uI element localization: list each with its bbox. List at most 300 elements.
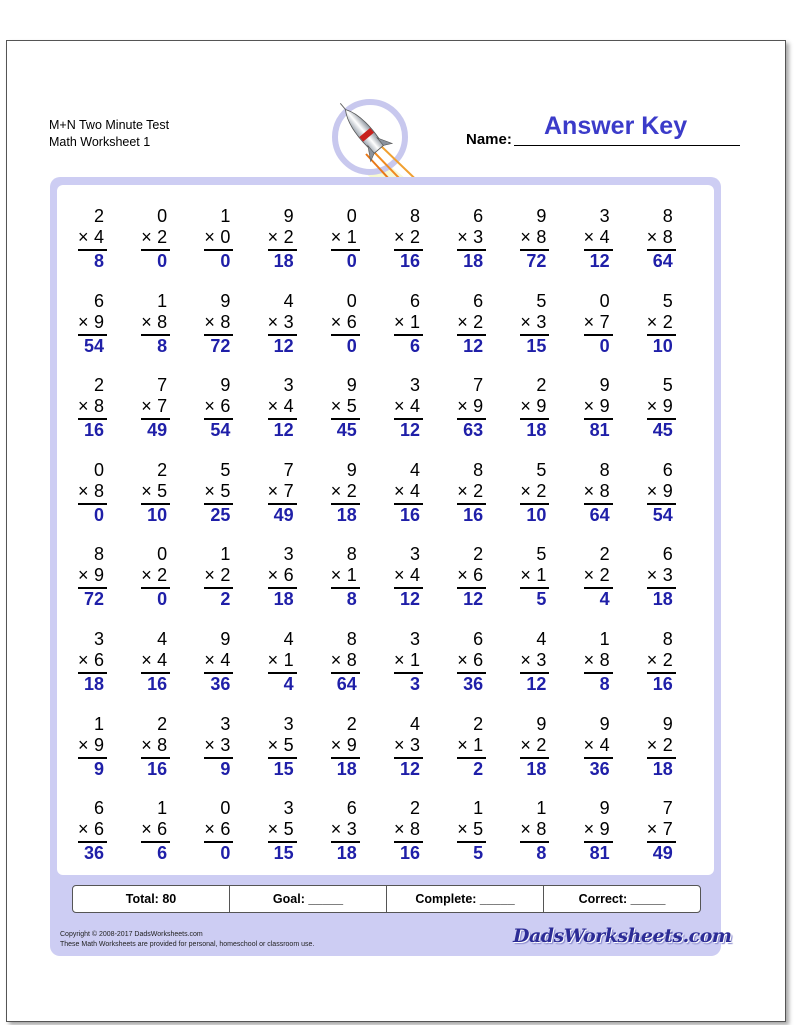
name-label: Name:: [466, 131, 512, 148]
multiplier: 1: [283, 650, 294, 670]
name-field: [466, 112, 740, 148]
multiplicand: 8: [473, 459, 484, 480]
multiplier: 2: [536, 480, 547, 501]
multiplier: 2: [157, 227, 168, 247]
answer: 9: [93, 758, 104, 779]
multiply-sign: ×: [78, 396, 89, 417]
multiplicand: 2: [473, 713, 484, 734]
problem: [504, 541, 556, 621]
multiply-sign: ×: [330, 734, 342, 755]
multiplier: 4: [409, 396, 420, 417]
multiplicand: 1: [220, 206, 231, 226]
multiplicand: 9: [599, 798, 610, 819]
answer: 18: [652, 589, 673, 610]
answer: 2: [473, 758, 484, 779]
problem: [315, 541, 367, 621]
multiplier: 8: [93, 396, 104, 417]
multiplicand: 1: [536, 798, 547, 819]
multiplicand: 2: [473, 544, 484, 565]
multiply-sign: ×: [520, 734, 531, 755]
problem-row: [62, 372, 702, 452]
multiplicand: 1: [157, 798, 168, 819]
multiplicand: 9: [346, 375, 357, 396]
multiplicand: 1: [157, 290, 168, 311]
multiplicand: 9: [346, 459, 357, 480]
problem: [631, 288, 683, 368]
problem: [504, 711, 556, 791]
answer: 36: [463, 674, 484, 694]
goal-cell: Goal: _____: [230, 886, 387, 912]
problem: [631, 795, 683, 875]
title-line-1: M+N Two Minute Test: [49, 118, 170, 132]
multiply-sign: ×: [394, 396, 405, 417]
problem: [125, 795, 177, 875]
answer: 16: [147, 674, 168, 694]
multiply-sign: ×: [330, 819, 342, 840]
problem: [252, 711, 304, 791]
problem: [631, 626, 683, 706]
answer: 0: [220, 843, 231, 864]
multiply-sign: ×: [204, 311, 215, 332]
multiply-sign: ×: [457, 227, 468, 247]
problem: [631, 457, 683, 537]
multiply-sign: ×: [267, 650, 279, 670]
multiply-sign: ×: [330, 650, 342, 670]
problem: [568, 541, 620, 621]
answer: 8: [536, 843, 547, 864]
multiplier: 5: [346, 396, 357, 417]
multiplicand: 0: [346, 206, 357, 226]
multiplier: 1: [536, 565, 547, 586]
multiplier: 9: [346, 734, 357, 755]
multiplicand: 7: [662, 798, 673, 819]
answer: 81: [589, 420, 610, 441]
problem: [188, 795, 240, 875]
problem: [315, 795, 367, 875]
problem: [62, 711, 114, 791]
multiplier: 5: [220, 480, 231, 501]
problem-row: [62, 795, 702, 875]
multiplier: 3: [346, 819, 357, 840]
correct-cell: Correct: _____: [578, 892, 666, 906]
answer: 12: [589, 251, 610, 271]
problem: [378, 372, 430, 452]
problem-row: [62, 711, 702, 791]
answer: 15: [526, 335, 547, 356]
multiply-sign: ×: [583, 227, 595, 247]
multiplicand: 5: [536, 459, 547, 480]
problem: [504, 288, 556, 368]
answer: 54: [210, 420, 231, 441]
multiplicand: 8: [93, 544, 104, 565]
multiply-sign: ×: [583, 650, 595, 670]
title-line-2: Math Worksheet 1: [49, 135, 151, 149]
multiply-sign: ×: [646, 396, 658, 417]
problem: [62, 795, 114, 875]
multiplicand: 3: [409, 544, 420, 565]
problem: [62, 457, 114, 537]
multiply-sign: ×: [457, 565, 468, 586]
multiplicand: 2: [157, 713, 168, 734]
multiply-sign: ×: [457, 734, 468, 755]
multiply-sign: ×: [78, 819, 89, 840]
problem: [568, 711, 620, 791]
problem: [188, 457, 240, 537]
answer: 12: [526, 674, 547, 694]
multiplicand: 1: [599, 629, 610, 649]
multiplier: 1: [346, 227, 357, 247]
multiply-sign: ×: [646, 734, 658, 755]
problem: [568, 795, 620, 875]
multiplier: 4: [93, 227, 104, 247]
multiplicand: 8: [346, 629, 357, 649]
multiplicand: 9: [283, 206, 294, 226]
problem: [315, 203, 367, 283]
multiply-sign: ×: [583, 396, 595, 417]
answer: 54: [83, 335, 104, 356]
answer: 18: [83, 674, 104, 694]
multiply-sign: ×: [583, 734, 595, 755]
multiplicand: 4: [409, 459, 420, 480]
problem: [441, 203, 493, 283]
multiplier: 3: [662, 565, 673, 586]
worksheet-title: [49, 117, 169, 151]
multiplicand: 4: [409, 713, 420, 734]
multiplicand: 6: [473, 290, 484, 311]
multiplier: 9: [473, 396, 484, 417]
problem: [125, 457, 177, 537]
multiply-sign: ×: [204, 650, 215, 670]
multiplier: 9: [662, 480, 673, 501]
multiplicand: 9: [599, 713, 610, 734]
multiplier: 2: [662, 311, 673, 332]
multiplicand: 6: [662, 544, 673, 565]
multiplicand: 6: [93, 798, 104, 819]
multiply-sign: ×: [646, 565, 658, 586]
multiply-sign: ×: [394, 311, 405, 332]
answer: 6: [409, 335, 420, 356]
problem: [62, 288, 114, 368]
multiply-sign: ×: [520, 480, 531, 501]
multiplicand: 2: [536, 375, 547, 396]
answer: 0: [93, 504, 104, 525]
answer: 36: [589, 758, 610, 779]
problem: [631, 372, 683, 452]
multiply-sign: ×: [204, 396, 215, 417]
multiplicand: 6: [473, 629, 484, 649]
multiply-sign: ×: [141, 650, 152, 670]
multiplier: 4: [283, 396, 294, 417]
problem-row: [62, 203, 702, 283]
multiply-sign: ×: [583, 311, 595, 332]
multiply-sign: ×: [267, 734, 279, 755]
multiplier: 9: [662, 396, 673, 417]
answer-key-label: Answer Key: [544, 112, 688, 140]
multiplier: 2: [283, 227, 294, 247]
problem: [252, 541, 304, 621]
problem: [441, 372, 493, 452]
multiplicand: 7: [157, 375, 168, 396]
multiplicand: 1: [473, 798, 484, 819]
multiply-sign: ×: [141, 227, 152, 247]
multiplier: 8: [599, 650, 610, 670]
problem: [125, 626, 177, 706]
multiplier: 7: [157, 396, 168, 417]
multiply-sign: ×: [520, 396, 531, 417]
answer: 8: [157, 335, 168, 356]
problem: [441, 288, 493, 368]
multiplicand: 8: [346, 544, 357, 565]
answer: 18: [526, 758, 547, 779]
answer: 0: [346, 335, 357, 356]
multiply-sign: ×: [267, 227, 279, 247]
multiplicand: 8: [409, 206, 420, 226]
multiply-sign: ×: [520, 819, 531, 840]
multiplicand: 2: [93, 375, 104, 396]
problem: [568, 626, 620, 706]
usage-notice: These Math Worksheets are provided for personal, homeschool or classroom use.: [60, 941, 315, 948]
multiplier: 6: [473, 650, 484, 670]
multiplicand: 0: [157, 544, 168, 565]
multiplicand: 4: [283, 290, 294, 311]
answer: 12: [273, 420, 294, 441]
answer: 18: [336, 504, 357, 525]
multiplier: 8: [536, 227, 547, 247]
answer: 9: [220, 758, 231, 779]
multiplicand: 6: [473, 206, 484, 226]
problem: [504, 795, 556, 875]
multiplier: 7: [662, 819, 673, 840]
multiplier: 6: [283, 565, 294, 586]
multiplier: 8: [536, 819, 547, 840]
multiplier: 8: [409, 819, 420, 840]
multiplier: 2: [157, 565, 168, 586]
multiplicand: 3: [283, 375, 294, 396]
multiplier: 8: [220, 311, 231, 332]
multiply-sign: ×: [141, 480, 152, 501]
multiplicand: 0: [93, 459, 104, 480]
multiplicand: 3: [220, 713, 231, 734]
multiplicand: 9: [536, 206, 547, 226]
answer: 12: [399, 589, 420, 610]
answer: 8: [93, 251, 104, 271]
answer: 6: [157, 843, 168, 864]
multiplier: 4: [599, 734, 610, 755]
problem: [631, 203, 683, 283]
answer: 54: [652, 504, 673, 525]
answer: 16: [463, 504, 484, 525]
answer: 49: [147, 420, 168, 441]
answer: 36: [83, 843, 104, 864]
answer: 16: [399, 843, 420, 864]
multiplier: 1: [409, 311, 420, 332]
answer: 25: [210, 504, 231, 525]
multiply-sign: ×: [457, 396, 468, 417]
multiply-sign: ×: [330, 227, 342, 247]
answer: 2: [220, 589, 231, 610]
answer: 12: [463, 589, 484, 610]
multiplier: 2: [346, 480, 357, 501]
multiply-sign: ×: [141, 396, 152, 417]
problem: [125, 711, 177, 791]
answer: 16: [83, 420, 104, 441]
multiplier: 2: [662, 650, 673, 670]
multiplier: 4: [409, 480, 420, 501]
multiplicand: 3: [283, 544, 294, 565]
multiplier: 3: [473, 227, 484, 247]
multiply-sign: ×: [78, 480, 89, 501]
multiply-sign: ×: [457, 650, 468, 670]
problem: [252, 626, 304, 706]
multiply-sign: ×: [583, 565, 595, 586]
multiplier: 6: [473, 565, 484, 586]
answer: 63: [463, 420, 484, 441]
problem: [315, 288, 367, 368]
multiply-sign: ×: [457, 480, 468, 501]
brand-logo: DadsWorksheets.com: [513, 925, 732, 947]
multiply-sign: ×: [204, 734, 215, 755]
multiplicand: 3: [93, 629, 104, 649]
problem: [504, 626, 556, 706]
multiplier: 6: [157, 819, 168, 840]
answer: 3: [409, 674, 420, 694]
problem: [188, 372, 240, 452]
multiply-sign: ×: [78, 650, 89, 670]
multiplicand: 3: [599, 206, 610, 226]
multiply-sign: ×: [330, 565, 342, 586]
multiplier: 5: [157, 480, 168, 501]
multiplier: 8: [662, 227, 673, 247]
answer: 72: [210, 335, 231, 356]
multiply-sign: ×: [204, 480, 215, 501]
multiplier: 6: [93, 819, 104, 840]
multiplicand: 9: [220, 375, 231, 396]
problem: [378, 541, 430, 621]
problem: [568, 203, 620, 283]
multiply-sign: ×: [394, 650, 405, 670]
problem: [378, 795, 430, 875]
multiply-sign: ×: [330, 480, 342, 501]
multiply-sign: ×: [520, 650, 531, 670]
multiplier: 5: [473, 819, 484, 840]
multiplicand: 5: [662, 375, 673, 396]
multiply-sign: ×: [78, 565, 89, 586]
multiply-sign: ×: [394, 565, 405, 586]
multiply-sign: ×: [520, 227, 531, 247]
multiplicand: 0: [220, 798, 231, 819]
multiply-sign: ×: [267, 396, 279, 417]
problem: [441, 626, 493, 706]
multiplier: 6: [220, 396, 231, 417]
multiplier: 6: [346, 311, 357, 332]
multiply-sign: ×: [141, 819, 152, 840]
multiplier: 8: [346, 650, 357, 670]
problem: [504, 457, 556, 537]
answer: 0: [157, 251, 168, 271]
multiplier: 0: [220, 227, 231, 247]
multiplicand: 2: [346, 713, 357, 734]
multiplier: 8: [157, 734, 168, 755]
problem-row: [62, 288, 702, 368]
multiplier: 7: [283, 480, 294, 501]
multiplier: 2: [662, 734, 673, 755]
multiply-sign: ×: [330, 311, 342, 332]
multiply-sign: ×: [141, 311, 152, 332]
multiply-sign: ×: [520, 565, 531, 586]
multiplicand: 2: [409, 798, 420, 819]
score-bar: [72, 885, 701, 913]
multiplier: 3: [283, 311, 294, 332]
multiplier: 7: [599, 311, 610, 332]
multiplicand: 3: [409, 375, 420, 396]
copyright-text: Copyright © 2008-2017 DadsWorksheets.com: [60, 931, 203, 938]
problem: [631, 541, 683, 621]
answer: 15: [273, 758, 294, 779]
multiply-sign: ×: [394, 480, 405, 501]
multiply-sign: ×: [267, 480, 279, 501]
multiply-sign: ×: [141, 734, 152, 755]
problem: [441, 457, 493, 537]
total-cell: Total: 80: [73, 886, 230, 912]
multiplier: 4: [220, 650, 231, 670]
multiplier: 4: [409, 565, 420, 586]
multiplicand: 9: [220, 629, 231, 649]
multiply-sign: ×: [204, 819, 215, 840]
multiplier: 1: [346, 565, 357, 586]
problem: [378, 288, 430, 368]
problem: [188, 626, 240, 706]
multiply-sign: ×: [141, 565, 152, 586]
problem: [378, 203, 430, 283]
multiply-sign: ×: [267, 819, 279, 840]
multiplier: 8: [599, 480, 610, 501]
multiplicand: 3: [283, 798, 294, 819]
multiply-sign: ×: [267, 565, 279, 586]
multiplicand: 9: [220, 290, 231, 311]
answer: 0: [157, 589, 168, 610]
answer: 36: [210, 674, 231, 694]
multiplicand: 4: [283, 629, 294, 649]
multiplier: 3: [409, 734, 420, 755]
multiplicand: 9: [662, 713, 673, 734]
problem: [188, 203, 240, 283]
answer: 72: [83, 589, 104, 610]
multiplicand: 7: [283, 459, 294, 480]
answer: 10: [147, 504, 168, 525]
multiply-sign: ×: [330, 396, 342, 417]
problem: [252, 372, 304, 452]
answer: 0: [599, 335, 610, 356]
problem-row: [62, 541, 702, 621]
multiplier: 6: [93, 650, 104, 670]
multiply-sign: ×: [646, 650, 658, 670]
problem: [188, 541, 240, 621]
multiply-sign: ×: [267, 311, 279, 332]
answer: 64: [589, 504, 610, 525]
copyright-notice: [60, 930, 314, 950]
multiply-sign: ×: [394, 227, 405, 247]
answer: 18: [273, 251, 294, 271]
answer: 16: [399, 251, 420, 271]
answer: 18: [336, 843, 357, 864]
multiplicand: 1: [220, 544, 231, 565]
problem: [125, 372, 177, 452]
problem: [568, 288, 620, 368]
multiply-sign: ×: [583, 819, 595, 840]
multiplicand: 5: [536, 544, 547, 565]
problem: [188, 288, 240, 368]
multiplicand: 9: [599, 375, 610, 396]
